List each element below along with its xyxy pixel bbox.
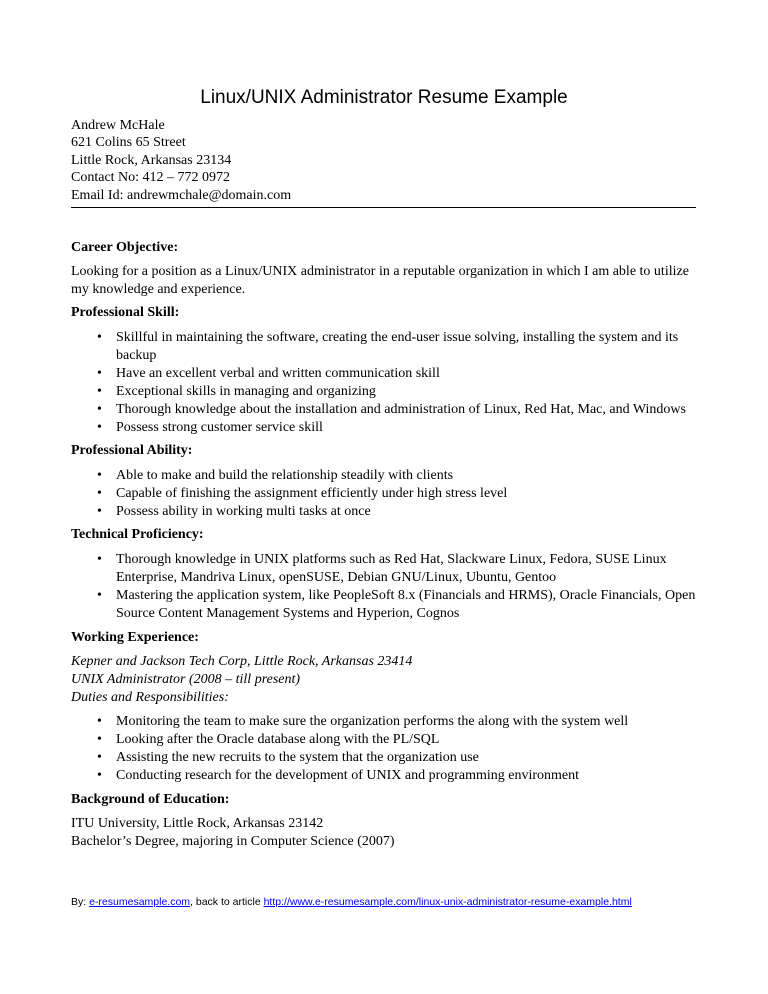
- bullet-icon: •: [97, 468, 102, 483]
- career-text: Looking for a position as a Linux/UNIX administrator in a reputable organization in which I am able to utilize my knowledge and experience.: [71, 264, 689, 297]
- bullet-icon: •: [97, 384, 102, 399]
- bullet-icon: •: [97, 552, 102, 567]
- education-degree: Bachelor’s Degree, majoring in Computer Science (2007): [71, 834, 395, 849]
- education-heading: Background of Education:: [71, 792, 230, 807]
- bullet-icon: •: [97, 732, 102, 747]
- article-link[interactable]: http://www.e-resumesample.com/linux-unix-administrator-resume-example.html: [263, 896, 632, 908]
- list-item: • Conducting research for the development of UNIX and programming environment: [97, 768, 580, 783]
- site-link[interactable]: e-resumesample.com: [89, 896, 191, 908]
- list-item: • Thorough knowledge about the installation and administration of Linux, Red Hat, Mac, and Windows: [97, 402, 686, 417]
- contact-phone: Contact No: 412 – 772 0972: [71, 170, 231, 186]
- list-item: • Possess strong customer service skill: [97, 420, 323, 435]
- bullet-icon: •: [97, 714, 102, 729]
- list-item: • Skillful in maintaining the software, creating the end-user issue solving, installing the system and its backup: [97, 330, 679, 363]
- technical-list: [71, 551, 701, 623]
- contact-block: [71, 117, 291, 204]
- footer-by-label: By:: [71, 896, 87, 908]
- bullet-icon: •: [97, 420, 102, 435]
- duties-list: [71, 713, 701, 785]
- list-item: • Looking after the Oracle database along with the PL/SQL: [97, 732, 440, 747]
- bullet-icon: •: [97, 366, 102, 381]
- ability-heading: Professional Ability:: [71, 443, 193, 458]
- list-item: • Monitoring the team to make sure the organization performs the along with the system well: [97, 714, 629, 729]
- document-title: Linux/UNIX Administrator Resume Example: [200, 87, 568, 108]
- contact-city: Little Rock, Arkansas 23134: [71, 152, 232, 168]
- source-footer: [71, 896, 632, 908]
- list-item: • Able to make and build the relationship steadily with clients: [97, 468, 454, 483]
- education-school: ITU University, Little Rock, Arkansas 23142: [71, 816, 324, 831]
- contact-street: 621 Colins 65 Street: [71, 135, 186, 151]
- contact-name: Andrew McHale: [71, 118, 165, 133]
- ability-list: [71, 467, 701, 521]
- bullet-icon: •: [97, 750, 102, 765]
- list-item: • Exceptional skills in managing and organizing: [97, 384, 376, 399]
- resume-body: [71, 239, 701, 851]
- list-item: • Thorough knowledge in UNIX platforms such as Red Hat, Slackware Linux, Fedora, SUSE Linux Enterprise, Mandriva Linux, openSUSE, Debian GNU/Linux, Ubuntu, Gentoo: [97, 552, 667, 585]
- experience-role: UNIX Administrator (2008 – till present): [71, 672, 301, 687]
- technical-heading: Technical Proficiency:: [71, 527, 204, 542]
- footer-back-label: , back to article: [190, 896, 261, 908]
- bullet-icon: •: [97, 504, 102, 519]
- list-item: • Assisting the new recruits to the system that the organization use: [97, 750, 479, 765]
- experience-duties-label: Duties and Responsibilities:: [71, 690, 229, 705]
- career-heading: Career Objective:: [71, 240, 179, 255]
- list-item: • Mastering the application system, like PeopleSoft 8.x (Financials and HRMS), Oracle Financials, Open Source Content Management Systems and Hyperion, Cognos: [97, 588, 696, 621]
- bullet-icon: •: [97, 330, 102, 345]
- bullet-icon: •: [97, 486, 102, 501]
- bullet-icon: •: [97, 768, 102, 783]
- experience-company: Kepner and Jackson Tech Corp, Little Rock, Arkansas 23414: [71, 654, 413, 669]
- contact-email: Email Id: andrewmchale@domain.com: [71, 187, 292, 203]
- header-divider: [71, 207, 696, 208]
- experience-heading: Working Experience:: [71, 630, 199, 645]
- list-item: • Possess ability in working multi tasks at once: [97, 504, 371, 519]
- bullet-icon: •: [97, 402, 102, 417]
- list-item: • Have an excellent verbal and written communication skill: [97, 366, 440, 381]
- skills-list: [71, 329, 701, 437]
- bullet-icon: •: [97, 588, 102, 603]
- list-item: • Capable of finishing the assignment efficiently under high stress level: [97, 486, 508, 501]
- skills-heading: Professional Skill:: [71, 305, 180, 320]
